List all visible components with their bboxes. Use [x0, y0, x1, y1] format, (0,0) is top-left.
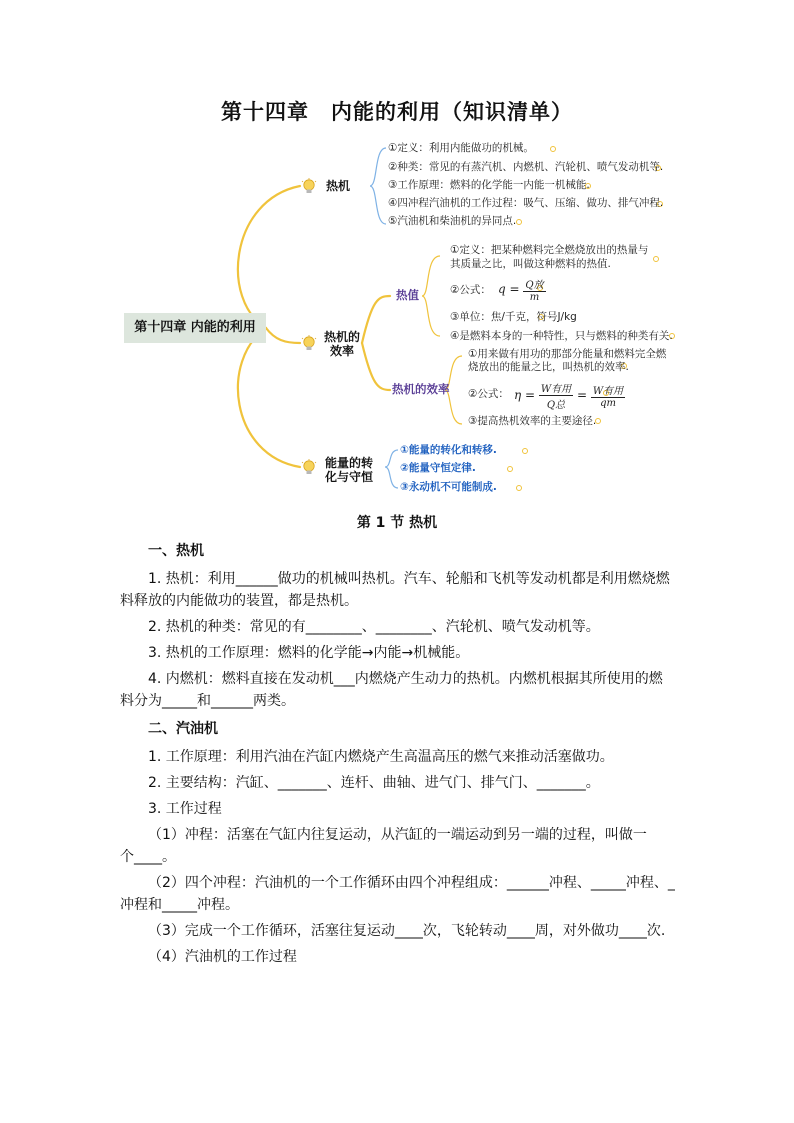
- branch-efficiency-label: [322, 330, 362, 359]
- efficiency-formula-denominator-2: qm: [600, 398, 616, 409]
- branch-efficiency-label-line2: 效率: [329, 344, 354, 359]
- para-4-line-1: 4. 内燃机：燃料直接在发动机___内燃烧产生动力的热机。内燃机根据其所使用的燃: [148, 671, 663, 687]
- para-1-line-1: 1. 热机：利用______做功的机械叫热机。汽车、轮船和飞机等发动机都是利用燃烧燃: [148, 571, 670, 587]
- section-title: 第 1 节 热机: [356, 515, 438, 531]
- para-2: 2. 热机的种类：常见的有________、________、汽轮机、喷气发动机等。: [148, 619, 600, 635]
- lightbulb-icon: [300, 335, 318, 353]
- heading-heat-engine: 一、热机: [148, 543, 204, 559]
- calorific-item-1-line1: ①定义：把某种燃料完全燃烧放出的热量与: [450, 244, 649, 256]
- efficiency-item-2: ②公式：: [468, 388, 509, 400]
- heading-gasoline-engine: 二、汽油机: [148, 721, 218, 737]
- efficiency-formula-numerator-1: W有用: [539, 380, 573, 396]
- para-s1: [120, 824, 680, 868]
- efficiency-formula-lhs: η =: [514, 388, 536, 402]
- energy-item-2: ②能量守恒定律.: [400, 462, 476, 474]
- branch-energy-label: [322, 456, 376, 485]
- sub-calorific-label: 热值: [396, 288, 419, 302]
- calorific-item-3: ③单位：焦/千克，符号J/kg: [450, 311, 577, 323]
- efficiency-formula-equals: =: [577, 388, 588, 402]
- efficiency-item-1-line2: 烧放出的能量之比，叫热机的效率.: [468, 361, 629, 373]
- para-1-line-2: 料释放的内能做功的装置，都是热机。: [120, 593, 358, 609]
- branch-line-heat-engine: [238, 186, 300, 328]
- para-1: [120, 568, 680, 612]
- sub-line-calorific: [362, 296, 390, 343]
- efficiency-item-1-line1: ①用来做有用功的那部分能量和燃料完全燃: [468, 348, 667, 360]
- lightbulb-icon: [300, 178, 318, 196]
- heat-engine-item-1: ①定义：利用内能做功的机械。: [388, 142, 534, 154]
- mindmap-root: 第十四章 内能的利用: [124, 313, 266, 343]
- calorific-formula-fraction: [523, 276, 545, 303]
- heat-engine-item-4: ④四冲程汽油机的工作过程：吸气、压缩、做功、排气冲程.: [388, 197, 664, 209]
- heat-engine-item-3: ③工作原理：燃料的化学能一内能一机械能.: [388, 179, 590, 191]
- item-marker: [523, 449, 528, 454]
- item-marker: [508, 467, 513, 472]
- calorific-formula-lhs: q =: [498, 282, 520, 296]
- item-marker: [517, 486, 522, 491]
- item-marker: [654, 257, 659, 262]
- para-4-line-2: 料分为_____和______两类。: [120, 693, 295, 709]
- sub-efficiency-label: 热机的效率: [392, 382, 450, 396]
- branch-energy-label-line1: 能量的转: [324, 456, 373, 470]
- para-q2: 2. 主要结构：汽缸、_______、连杆、曲轴、进气门、排气门、_______。: [148, 775, 600, 791]
- para-s2: [120, 872, 680, 916]
- para-4: [120, 668, 680, 712]
- para-s3: （3）完成一个工作循环，活塞往复运动____次，飞轮转动____周，对外做功____次.: [148, 923, 666, 939]
- bracket-energy: [385, 450, 398, 488]
- calorific-item-1-line2: 其质量之比，叫做这种燃料的热值.: [450, 258, 611, 270]
- efficiency-formula-fraction-2: [591, 382, 625, 409]
- energy-item-1: ①能量的转化和转移.: [400, 444, 497, 456]
- para-s1-line-2: 个____。: [120, 849, 176, 865]
- para-3: 3. 热机的工作原理：燃料的化学能→内能→机械能。: [148, 645, 470, 661]
- efficiency-formula: [514, 380, 625, 411]
- heat-engine-item-5: ⑤汽油机和柴油机的异同点.: [388, 215, 517, 227]
- heat-engine-item-2: ②种类：常见的有蒸汽机、内燃机、汽轮机、喷气发动机等.: [388, 161, 664, 173]
- sub-line-efficiency: [362, 343, 390, 390]
- bracket-calorific: [422, 256, 440, 336]
- page-title: 第十四章 内能的利用（知识清单）: [221, 100, 573, 124]
- para-q3: 3. 工作过程: [148, 801, 222, 817]
- branch-line-energy: [238, 328, 300, 467]
- item-marker: [517, 220, 522, 225]
- para-q1: 1. 工作原理：利用汽油在汽缸内燃烧产生高温高压的燃气来推动活塞做功。: [148, 749, 614, 765]
- calorific-item-2: ②公式：: [450, 284, 491, 296]
- branch-heat-engine-label: 热机: [326, 179, 351, 193]
- efficiency-formula-fraction-1: [539, 380, 573, 411]
- para-s1-line-1: （1）冲程：活塞在气缸内往复运动，从汽缸的一端运动到另一端的过程，叫做一: [148, 827, 647, 843]
- branch-energy-label-line2: 化与守恒: [324, 470, 373, 485]
- energy-item-3: ③永动机不可能制成.: [400, 481, 497, 493]
- calorific-formula-numerator: Q放: [523, 276, 545, 292]
- branch-efficiency-label-line1: 热机的: [323, 330, 360, 344]
- calorific-formula-denominator: m: [529, 292, 540, 303]
- bracket-heat-engine: [370, 148, 386, 224]
- lightbulb-icon: [300, 459, 318, 477]
- para-s4: （4）汽油机的工作过程: [148, 949, 297, 965]
- efficiency-formula-denominator-1: Q总: [546, 400, 566, 411]
- calorific-item-4: ④是燃料本身的一种特性，只与燃料的种类有关.: [450, 330, 673, 342]
- efficiency-formula-numerator-2: W有用: [591, 382, 625, 398]
- calorific-formula: [498, 276, 546, 303]
- item-marker: [551, 147, 556, 152]
- section-body: [120, 540, 680, 968]
- efficiency-item-3: ③提高热机效率的主要途径.: [468, 415, 597, 427]
- branch-line-efficiency: [266, 328, 300, 343]
- para-s2-line-1: （2）四个冲程：汽油机的一个工作循环由四个冲程组成：______冲程、_____冲程、_: [148, 875, 675, 891]
- para-s2-line-2: 冲程和_____冲程。: [120, 897, 239, 913]
- mindmap-connectors: [0, 0, 794, 520]
